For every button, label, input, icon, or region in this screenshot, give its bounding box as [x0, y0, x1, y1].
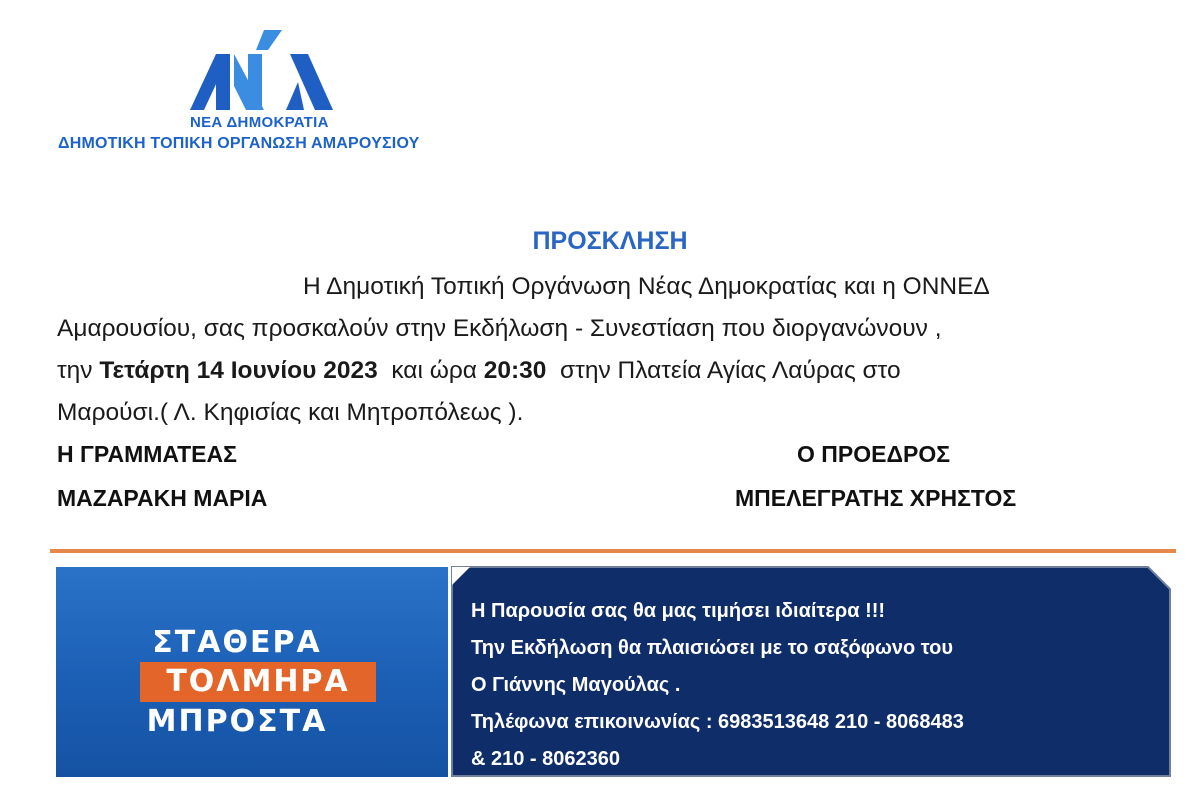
invitation-title: ΠΡΟΣΚΛΗΣΗ: [532, 227, 688, 255]
info-line-1: Η Παρουσία σας θα μας τιμήσει ιδιαίτερα !!!: [471, 600, 886, 622]
secretary-title: Η ΓΡΑΜΜΑΤΕΑΣ: [57, 441, 237, 467]
invitation-line-3-mid: και ώρα: [377, 357, 484, 384]
invitation-line-4: Μαρούσι.( Λ. Κηφισίας και Μητροπόλεως ).: [57, 399, 524, 426]
invitation-line-3: [57, 350, 1147, 392]
invitation-line-1: Η Δημοτική Τοπική Οργάνωση Νέας Δημοκρατίας και η ΟΝΝΕΔ: [303, 273, 990, 300]
nd-triangles-logo-icon: [190, 30, 335, 112]
info-panel-text: [471, 593, 964, 778]
secretary-name: ΜΑΖΑΡΑΚΗ ΜΑΡΙΑ: [57, 485, 268, 511]
slogan-highlight-box: [140, 662, 376, 702]
invitation-line-2: Αμαρουσίου, σας προσκαλούν στην Εκδήλωση - Συνεστίαση που διοργανώνουν ,: [57, 315, 942, 342]
organization-name: ΔΗΜΟΤΙΚΗ ΤΟΠΙΚΗ ΟΡΓΑΝΩΣΗ ΑΜΑΡΟΥΣΙΟΥ: [58, 135, 420, 152]
invitation-body: [57, 266, 1147, 434]
info-line-4-phones: Τηλέφωνα επικοινωνίας : 6983513648 210 - 8068483: [471, 711, 964, 733]
invitation-line-3-prefix: την: [57, 357, 100, 384]
president-name: ΜΠΕΛΕΓΡΑΤΗΣ ΧΡΗΣΤΟΣ: [735, 485, 1017, 511]
info-line-3: Ο Γιάννης Μαγούλας .: [471, 674, 681, 696]
info-line-2: Την Εκδήλωση θα πλαισιώσει με το σαξόφωνο του: [471, 637, 954, 659]
orange-divider: [50, 549, 1176, 553]
party-name: ΝΕΑ ΔΗΜΟΚΡΑΤΙΑ: [190, 114, 329, 131]
president-title: Ο ΠΡΟΕΔΡΟΣ: [797, 441, 951, 467]
slogan-line-2: ΤΟΛΜΗΡΑ: [166, 664, 350, 699]
info-panel: [448, 565, 1172, 778]
event-time: 20:30: [483, 357, 547, 384]
slogan-panel: [56, 567, 448, 777]
info-line-5-phones: & 210 - 8062360: [471, 748, 621, 770]
invitation-line-3-suffix: στην Πλατεία Αγίας Λαύρας στο: [546, 357, 901, 384]
event-date: Τετάρτη 14 Ιουνίου 2023: [99, 357, 378, 384]
slogan-line-1: ΣΤΑΘΕΡΑ: [152, 625, 322, 660]
slogan-line-3: ΜΠΡΟΣΤΑ: [146, 704, 328, 739]
